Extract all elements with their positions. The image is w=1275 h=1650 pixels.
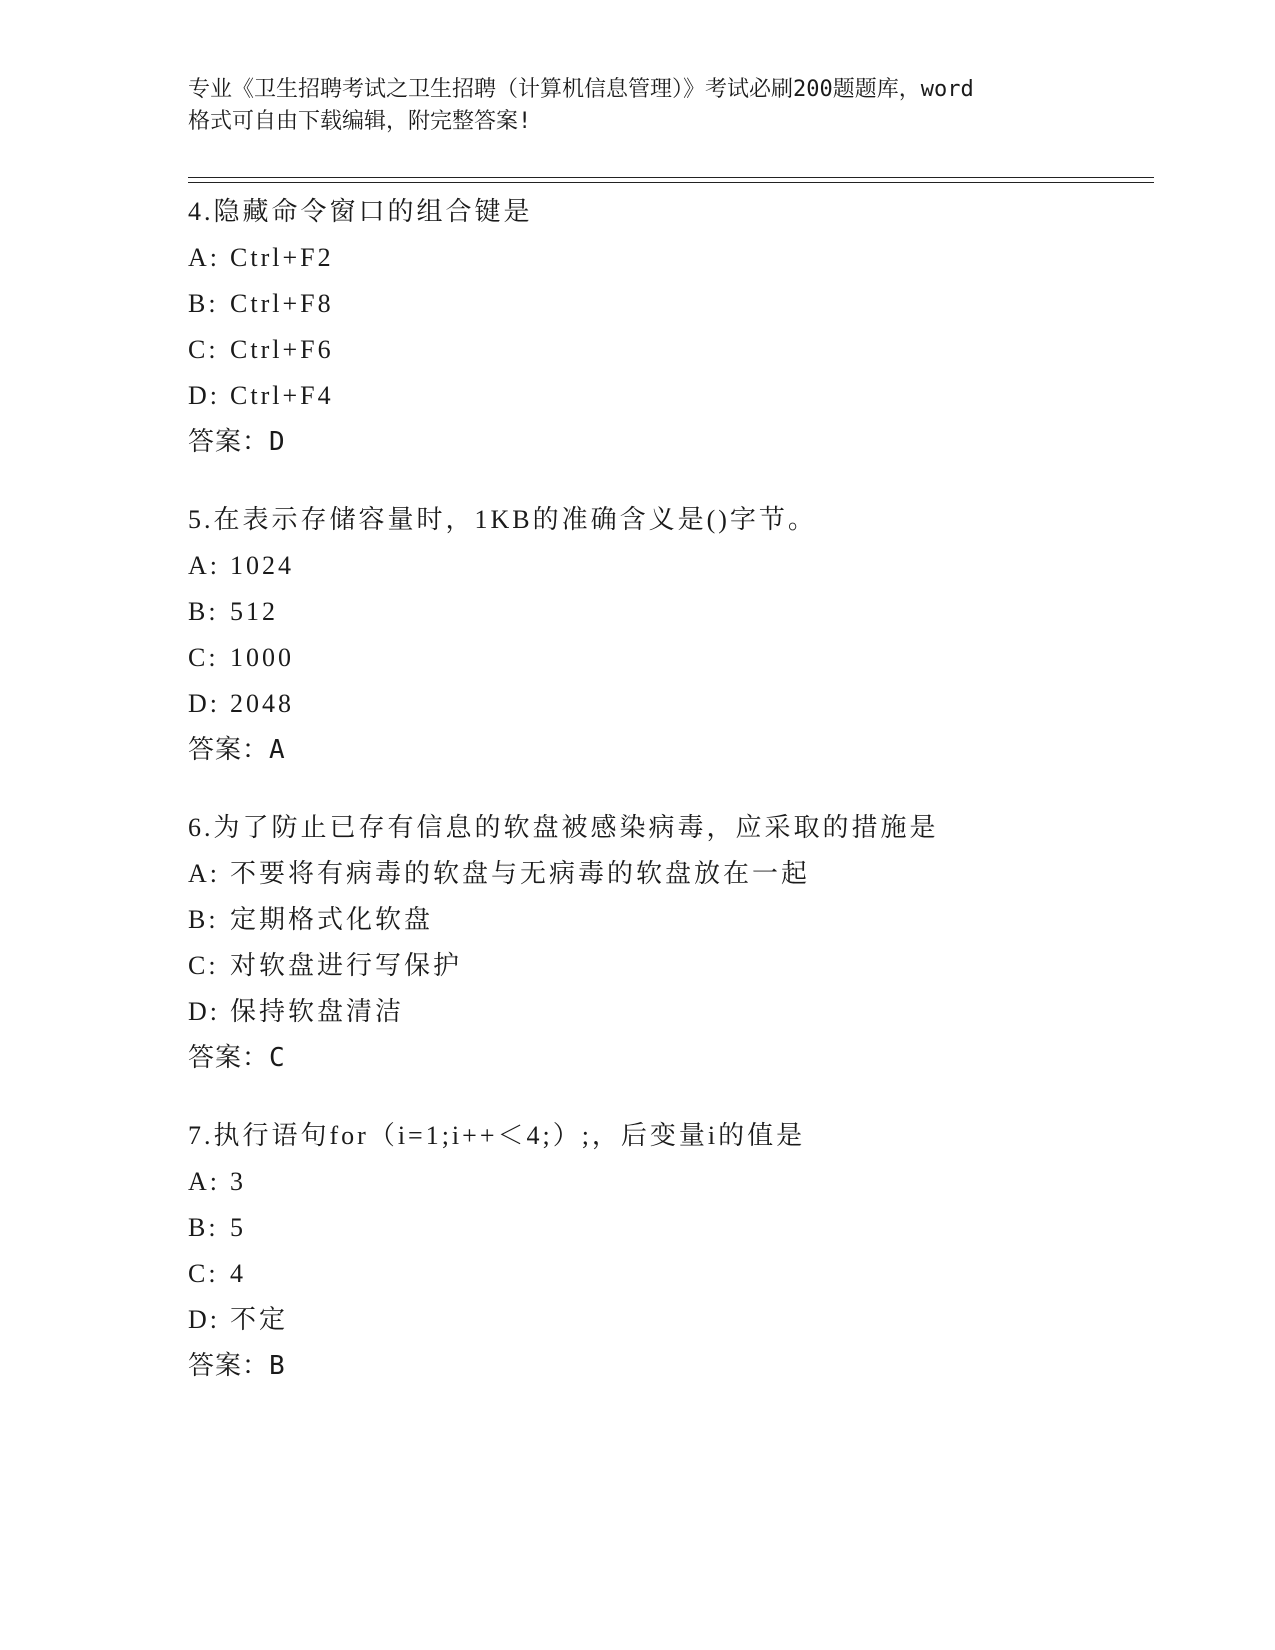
option-letter: D:: [188, 381, 220, 410]
question-stem: 5.在表示存储容量时，1KB的准确含义是()字节。: [188, 505, 817, 534]
option-d: [188, 681, 1148, 727]
option-text: 不定: [230, 1305, 289, 1334]
option-text: 不要将有病毒的软盘与无病毒的软盘放在一起: [230, 859, 811, 888]
option-text: Ctrl+F6: [230, 335, 334, 364]
option-letter: C:: [188, 951, 219, 980]
option-text: Ctrl+F2: [230, 243, 334, 272]
answer-line: 答案：D: [188, 427, 286, 457]
option-letter: D:: [188, 1305, 220, 1334]
question-list: [188, 189, 1148, 1421]
option-c: [188, 635, 1148, 681]
header-title-line-1: 专业《卫生招聘考试之卫生招聘（计算机信息管理）》考试必刷200题题库，word: [188, 77, 974, 102]
option-letter: B:: [188, 289, 219, 318]
option-b: [188, 589, 1148, 635]
option-text: 5: [230, 1213, 246, 1242]
option-text: 保持软盘清洁: [230, 997, 405, 1026]
answer-line: 答案：A: [188, 735, 286, 765]
question-6: [188, 805, 1148, 1081]
option-b: [188, 1205, 1148, 1251]
header-divider-bottom: [188, 182, 1154, 183]
option-letter: C:: [188, 335, 219, 364]
question-5: [188, 497, 1148, 773]
option-text: 512: [230, 597, 278, 626]
option-letter: C:: [188, 643, 219, 672]
option-b: [188, 897, 1148, 943]
option-text: Ctrl+F4: [230, 381, 334, 410]
option-letter: B:: [188, 1213, 219, 1242]
option-text: 1024: [230, 551, 294, 580]
question-4: [188, 189, 1148, 465]
option-a: [188, 851, 1148, 897]
option-a: [188, 543, 1148, 589]
option-letter: A:: [188, 859, 220, 888]
question-stem: 4.隐藏命令窗口的组合键是: [188, 197, 533, 226]
option-text: 3: [230, 1167, 246, 1196]
document-header: [188, 74, 1088, 138]
question-stem: 6.为了防止已存有信息的软盘被感染病毒，应采取的措施是: [188, 813, 939, 842]
option-letter: A:: [188, 243, 220, 272]
option-text: Ctrl+F8: [230, 289, 334, 318]
option-c: [188, 1251, 1148, 1297]
option-text: 4: [230, 1259, 246, 1288]
option-letter: D:: [188, 997, 220, 1026]
header-divider-top: [188, 177, 1154, 178]
option-text: 1000: [230, 643, 294, 672]
option-letter: B:: [188, 597, 219, 626]
option-d: [188, 373, 1148, 419]
question-7: [188, 1113, 1148, 1389]
option-d: [188, 1297, 1148, 1343]
option-c: [188, 943, 1148, 989]
option-d: [188, 989, 1148, 1035]
option-letter: D:: [188, 689, 220, 718]
option-text: 2048: [230, 689, 294, 718]
option-b: [188, 281, 1148, 327]
option-a: [188, 235, 1148, 281]
option-text: 对软盘进行写保护: [230, 951, 463, 980]
option-c: [188, 327, 1148, 373]
answer-line: 答案：C: [188, 1043, 286, 1073]
answer-line: 答案：B: [188, 1351, 286, 1381]
option-letter: A:: [188, 551, 220, 580]
option-text: 定期格式化软盘: [230, 905, 434, 934]
option-a: [188, 1159, 1148, 1205]
option-letter: C:: [188, 1259, 219, 1288]
header-title-line-2: 格式可自由下载编辑，附完整答案!: [188, 109, 532, 134]
option-letter: A:: [188, 1167, 220, 1196]
question-stem: 7.执行语句for（i=1;i++＜4;）;，后变量i的值是: [188, 1121, 806, 1150]
option-letter: B:: [188, 905, 219, 934]
